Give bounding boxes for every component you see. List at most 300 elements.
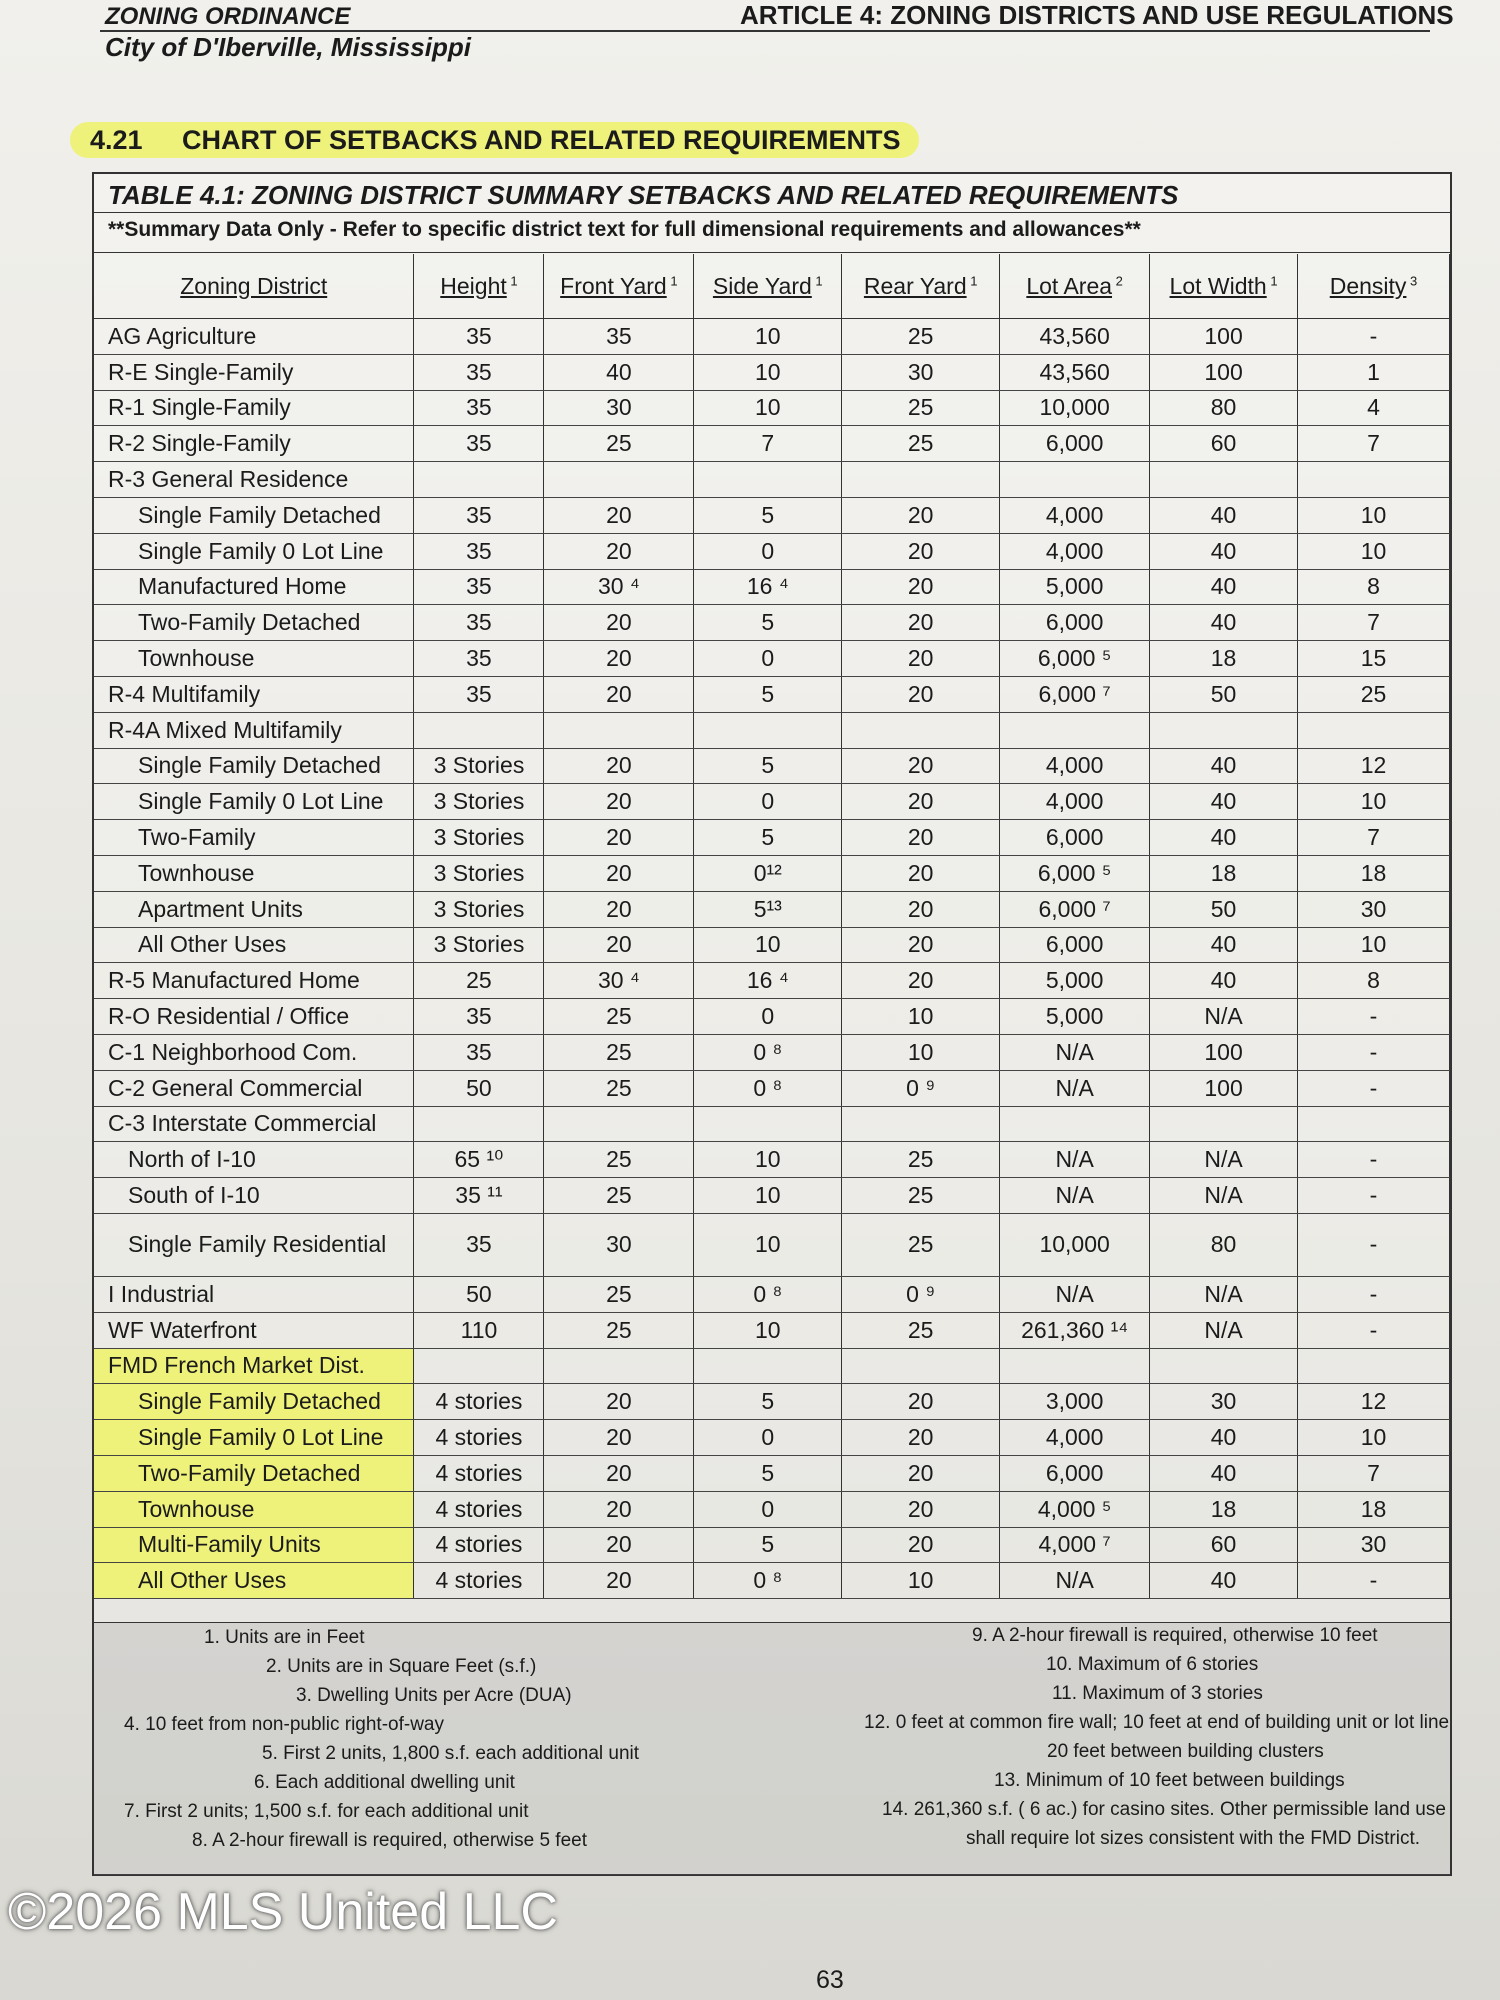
value-cell: 25 [1298,676,1450,712]
value-cell: 40 [1150,927,1298,963]
table-row [94,1312,1450,1348]
value-cell: - [1298,1563,1450,1599]
value-cell: 25 [842,1142,1000,1178]
district-name-cell: Multi-Family Units [94,1527,414,1563]
setbacks-table-container [92,172,1452,1876]
value-cell: 20 [544,676,694,712]
value-cell: 20 [544,784,694,820]
value-cell: 35 [414,605,544,641]
header-rule [100,30,1430,32]
district-name-cell: Single Family Detached [94,1384,414,1420]
table-row [94,1384,1450,1420]
value-cell [414,712,544,748]
value-cell: 18 [1298,855,1450,891]
value-cell: 0 ⁸ [694,1034,842,1070]
value-cell [544,712,694,748]
value-cell: 10 [694,1312,842,1348]
district-name-cell: Single Family Detached [94,748,414,784]
table-body [94,319,1450,1599]
value-cell: 100 [1150,1034,1298,1070]
value-cell: 30 ⁴ [544,569,694,605]
table-row [94,963,1450,999]
value-cell: 5 [694,497,842,533]
section-number: 4.21 [90,125,143,155]
value-cell: 60 [1150,1527,1298,1563]
column-footnote-ref: 1 [506,272,518,288]
table-row [94,784,1450,820]
value-cell: - [1298,319,1450,355]
table-row [94,999,1450,1035]
value-cell [414,1348,544,1384]
value-cell: 0 [694,784,842,820]
district-name-cell: All Other Uses [94,927,414,963]
table-row [94,1034,1450,1070]
value-cell: 8 [1298,569,1450,605]
value-cell: 35 [414,319,544,355]
value-cell: 4,000 [1000,1420,1150,1456]
value-cell: 6,000 [1000,605,1150,641]
value-cell [694,712,842,748]
district-name-cell: FMD French Market Dist. [94,1348,414,1384]
value-cell: 65 ¹⁰ [414,1142,544,1178]
value-cell: 30 [1150,1384,1298,1420]
value-cell [842,1348,1000,1384]
value-cell: 5 [694,1455,842,1491]
table-row [94,390,1450,426]
value-cell: 40 [1150,1420,1298,1456]
value-cell: 40 [1150,605,1298,641]
value-cell [1150,1348,1298,1384]
district-name-cell: R-5 Manufactured Home [94,963,414,999]
value-cell: 0 ⁸ [694,1070,842,1106]
value-cell: 5 [694,1527,842,1563]
value-cell: 20 [842,605,1000,641]
value-cell: 6,000 ⁵ [1000,855,1150,891]
value-cell: 20 [544,605,694,641]
value-cell: 25 [842,1312,1000,1348]
value-cell: 1 [1298,354,1450,390]
value-cell: 20 [544,1384,694,1420]
value-cell [1298,1106,1450,1142]
value-cell: 10 [842,1563,1000,1599]
value-cell: 18 [1150,641,1298,677]
value-cell: 20 [842,497,1000,533]
value-cell: 40 [1150,497,1298,533]
value-cell: 20 [842,676,1000,712]
value-cell: 25 [842,319,1000,355]
value-cell: 7 [1298,1455,1450,1491]
footnote-left: 3. Dwelling Units per Acre (DUA) [296,1685,572,1706]
value-cell: 43,560 [1000,319,1150,355]
value-cell: 6,000 [1000,927,1150,963]
value-cell: 3,000 [1000,1384,1150,1420]
district-name-cell: All Other Uses [94,1563,414,1599]
value-cell: N/A [1150,999,1298,1035]
footnote-right: 10. Maximum of 6 stories [1046,1654,1259,1675]
value-cell: 12 [1298,1384,1450,1420]
value-cell [1298,712,1450,748]
value-cell: 20 [842,963,1000,999]
value-cell: 35 [414,676,544,712]
value-cell [414,1106,544,1142]
value-cell: 4 stories [414,1527,544,1563]
table-row [94,1178,1450,1214]
value-cell: 40 [1150,569,1298,605]
value-cell: 18 [1298,1491,1450,1527]
value-cell: N/A [1150,1312,1298,1348]
value-cell: N/A [1150,1276,1298,1312]
value-cell [1298,1348,1450,1384]
table-row [94,1070,1450,1106]
column-header [94,254,414,319]
city-name: City of D'Iberville, Mississippi [105,32,471,62]
value-cell: 20 [544,497,694,533]
value-cell: 10 [842,1034,1000,1070]
value-cell: 4,000 [1000,533,1150,569]
value-cell: N/A [1150,1142,1298,1178]
district-name-cell: Manufactured Home [94,569,414,605]
value-cell: 30 [1298,891,1450,927]
value-cell: 110 [414,1312,544,1348]
table-row [94,1276,1450,1312]
district-name-cell: I Industrial [94,1276,414,1312]
value-cell: 20 [842,820,1000,856]
value-cell: 7 [694,426,842,462]
table-row [94,927,1450,963]
value-cell: 20 [842,1384,1000,1420]
value-cell: N/A [1000,1034,1150,1070]
value-cell: 10 [1298,497,1450,533]
page-number: 63 [816,1966,844,1994]
table-header-row [94,254,1450,319]
value-cell: 50 [414,1276,544,1312]
district-name-cell: Single Family 0 Lot Line [94,533,414,569]
district-name-cell: North of I-10 [94,1142,414,1178]
district-name-cell: Apartment Units [94,891,414,927]
footnote-left: 6. Each additional dwelling unit [254,1772,515,1793]
value-cell: N/A [1000,1563,1150,1599]
value-cell: 40 [544,354,694,390]
district-name-cell: Two-Family Detached [94,1455,414,1491]
value-cell: 0 [694,533,842,569]
value-cell: 20 [544,1491,694,1527]
column-header-label: Zoning District [180,272,328,299]
value-cell: 5 [694,748,842,784]
value-cell: 20 [842,1455,1000,1491]
value-cell: 50 [1150,676,1298,712]
value-cell: 4,000 [1000,784,1150,820]
value-cell [1000,1348,1150,1384]
value-cell: 40 [1150,963,1298,999]
footnote-left: 5. First 2 units, 1,800 s.f. each additional unit [262,1743,640,1764]
value-cell: 25 [544,999,694,1035]
value-cell: - [1298,999,1450,1035]
value-cell: 5 [694,1384,842,1420]
value-cell [694,1348,842,1384]
table-row [94,497,1450,533]
value-cell: 6,000 ⁷ [1000,891,1150,927]
district-name-cell: Single Family Residential [94,1213,414,1276]
value-cell: 16 ⁴ [694,963,842,999]
value-cell: 35 [414,354,544,390]
value-cell: 20 [842,1527,1000,1563]
value-cell: 35 [414,999,544,1035]
value-cell [544,462,694,498]
value-cell: 100 [1150,354,1298,390]
value-cell: 25 [544,1034,694,1070]
value-cell: 0 ⁸ [694,1563,842,1599]
value-cell: 35 [414,1034,544,1070]
column-header-label: Density [1329,272,1407,299]
table-row [94,426,1450,462]
value-cell: 8 [1298,963,1450,999]
column-header-label: Side Yard [712,272,812,299]
value-cell: 261,360 ¹⁴ [1000,1312,1150,1348]
column-header [694,254,842,319]
value-cell: 25 [544,1312,694,1348]
value-cell: N/A [1000,1276,1150,1312]
setbacks-table [94,254,1450,1599]
value-cell: 5¹³ [694,891,842,927]
table-row [94,533,1450,569]
table-row [94,569,1450,605]
footnote-right: shall require lot sizes consistent with the FMD District. [966,1828,1421,1849]
column-header [1298,254,1450,319]
district-name-cell: C-2 General Commercial [94,1070,414,1106]
value-cell: 40 [1150,533,1298,569]
table-row [94,1527,1450,1563]
table-group-row [94,712,1450,748]
value-cell: 18 [1150,1491,1298,1527]
column-header [544,254,694,319]
value-cell: 25 [544,1070,694,1106]
value-cell: 20 [842,748,1000,784]
value-cell: 0 ⁹ [842,1276,1000,1312]
value-cell [544,1348,694,1384]
value-cell: 10 [1298,533,1450,569]
value-cell: 6,000 ⁷ [1000,676,1150,712]
district-name-cell: AG Agriculture [94,319,414,355]
footnote-right: 9. A 2-hour firewall is required, otherwise 10 feet [972,1625,1378,1646]
value-cell: 4 [1298,390,1450,426]
value-cell: 4,000 ⁷ [1000,1527,1150,1563]
value-cell: 50 [414,1070,544,1106]
value-cell: 30 [1298,1527,1450,1563]
column-header-label: Front Yard [560,272,667,299]
header-left [105,2,471,62]
value-cell: 20 [842,533,1000,569]
value-cell: 7 [1298,426,1450,462]
value-cell: 20 [842,855,1000,891]
article-title: ARTICLE 4: ZONING DISTRICTS AND USE REGULATIONS [740,0,1454,30]
table-row [94,748,1450,784]
value-cell: 25 [842,1178,1000,1214]
value-cell: 20 [544,1420,694,1456]
district-name-cell: Single Family 0 Lot Line [94,784,414,820]
table-title: TABLE 4.1: ZONING DISTRICT SUMMARY SETBACKS AND RELATED REQUIREMENTS [108,180,1179,210]
value-cell: 20 [544,927,694,963]
value-cell: 4 stories [414,1563,544,1599]
value-cell: 20 [544,891,694,927]
column-footnote-ref: 1 [1266,272,1278,288]
value-cell [1150,712,1298,748]
value-cell: - [1298,1142,1450,1178]
value-cell: 3 Stories [414,748,544,784]
value-cell: 30 ⁴ [544,963,694,999]
value-cell: 10 [694,927,842,963]
table-row [94,1142,1450,1178]
value-cell: 4 stories [414,1420,544,1456]
value-cell: 3 Stories [414,820,544,856]
value-cell: N/A [1000,1070,1150,1106]
value-cell: 30 [544,390,694,426]
district-name-cell: R-1 Single-Family [94,390,414,426]
value-cell: 35 ¹¹ [414,1178,544,1214]
value-cell: 5 [694,676,842,712]
value-cell: 6,000 [1000,426,1150,462]
value-cell: - [1298,1276,1450,1312]
value-cell: 6,000 ⁵ [1000,641,1150,677]
value-cell: 40 [1150,784,1298,820]
value-cell: 5,000 [1000,569,1150,605]
value-cell: 20 [842,1491,1000,1527]
table-row [94,676,1450,712]
column-header-label: Lot Area [1026,272,1113,299]
value-cell: N/A [1000,1178,1150,1214]
column-header [414,254,544,319]
value-cell: 10 [694,390,842,426]
column-header [842,254,1000,319]
value-cell: 0 [694,1420,842,1456]
column-footnote-ref: 1 [966,272,978,288]
table-row [94,855,1450,891]
value-cell: 60 [1150,426,1298,462]
table-row [94,1420,1450,1456]
value-cell: 50 [1150,891,1298,927]
column-header-label: Rear Yard [863,272,967,299]
value-cell: 6,000 [1000,1455,1150,1491]
column-footnote-ref: 3 [1406,272,1418,288]
value-cell: 40 [1150,748,1298,784]
value-cell [1150,462,1298,498]
footnote-right: 12. 0 feet at common fire wall; 10 feet at end of building unit or lot line [864,1712,1450,1733]
value-cell: 20 [842,569,1000,605]
value-cell: 43,560 [1000,354,1150,390]
value-cell: 0 ⁹ [842,1070,1000,1106]
value-cell: 0 [694,641,842,677]
value-cell [414,462,544,498]
value-cell: 40 [1150,820,1298,856]
value-cell: 35 [414,641,544,677]
value-cell: 20 [842,641,1000,677]
value-cell: N/A [1000,1142,1150,1178]
table-row [94,605,1450,641]
table-group-row [94,1106,1450,1142]
value-cell: 20 [544,1563,694,1599]
value-cell: 3 Stories [414,927,544,963]
value-cell: 20 [544,820,694,856]
value-cell: 10 [1298,1420,1450,1456]
district-name-cell: Townhouse [94,1491,414,1527]
value-cell: 20 [842,927,1000,963]
value-cell: 7 [1298,820,1450,856]
district-name-cell: R-O Residential / Office [94,999,414,1035]
value-cell: 6,000 [1000,820,1150,856]
value-cell: 30 [544,1213,694,1276]
value-cell [694,1106,842,1142]
footnote-left: 7. First 2 units; 1,500 s.f. for each additional unit [124,1801,529,1822]
footnote-right: 20 feet between building clusters [1047,1741,1324,1762]
value-cell [1298,462,1450,498]
value-cell: N/A [1150,1178,1298,1214]
table-row [94,1213,1450,1276]
footnote-right: 11. Maximum of 3 stories [1052,1683,1263,1704]
value-cell: 0¹² [694,855,842,891]
column-header-label: Height [440,272,507,299]
value-cell: 16 ⁴ [694,569,842,605]
column-header [1000,254,1150,319]
value-cell [842,462,1000,498]
value-cell: 3 Stories [414,784,544,820]
value-cell: 25 [842,390,1000,426]
column-footnote-ref: 2 [1112,272,1123,288]
value-cell: 4 stories [414,1384,544,1420]
value-cell: 20 [544,1455,694,1491]
district-name-cell: R-3 General Residence [94,462,414,498]
value-cell: 20 [842,784,1000,820]
district-name-cell: Two-Family Detached [94,605,414,641]
value-cell: - [1298,1178,1450,1214]
footnote-right: 14. 261,360 s.f. ( 6 ac.) for casino sites. Other permissible land use [882,1799,1446,1820]
value-cell: 10 [1298,927,1450,963]
value-cell: 40 [1150,1563,1298,1599]
value-cell: 10 [694,1142,842,1178]
table-subtitle: **Summary Data Only - Refer to specific district text for full dimensional requirements and allowances** [108,218,1141,241]
value-cell: 5 [694,605,842,641]
value-cell: 10 [1298,784,1450,820]
value-cell: 3 Stories [414,855,544,891]
value-cell: 0 [694,999,842,1035]
footnote-left: 1. Units are in Feet [204,1627,365,1648]
value-cell: 0 ⁸ [694,1276,842,1312]
value-cell: 100 [1150,1070,1298,1106]
value-cell: 35 [414,533,544,569]
district-name-cell: R-2 Single-Family [94,426,414,462]
value-cell: 20 [842,1420,1000,1456]
table-row [94,354,1450,390]
value-cell: 20 [544,1527,694,1563]
value-cell [1000,462,1150,498]
district-name-cell: Two-Family [94,820,414,856]
value-cell: 25 [544,1276,694,1312]
value-cell: 25 [544,1142,694,1178]
value-cell: 18 [1150,855,1298,891]
column-footnote-ref: 1 [811,272,823,288]
value-cell: 10 [694,319,842,355]
value-cell: 12 [1298,748,1450,784]
district-name-cell: R-E Single-Family [94,354,414,390]
table-group-row [94,1348,1450,1384]
value-cell: 4 stories [414,1491,544,1527]
section-title: CHART OF SETBACKS AND RELATED REQUIREMENTS [182,125,901,155]
copyright-watermark: ©2026 MLS United LLC [8,1883,558,1941]
value-cell: 20 [842,891,1000,927]
district-name-cell: Single Family Detached [94,497,414,533]
table-row [94,641,1450,677]
value-cell: 25 [842,426,1000,462]
table-row [94,1455,1450,1491]
value-cell: 35 [414,1213,544,1276]
